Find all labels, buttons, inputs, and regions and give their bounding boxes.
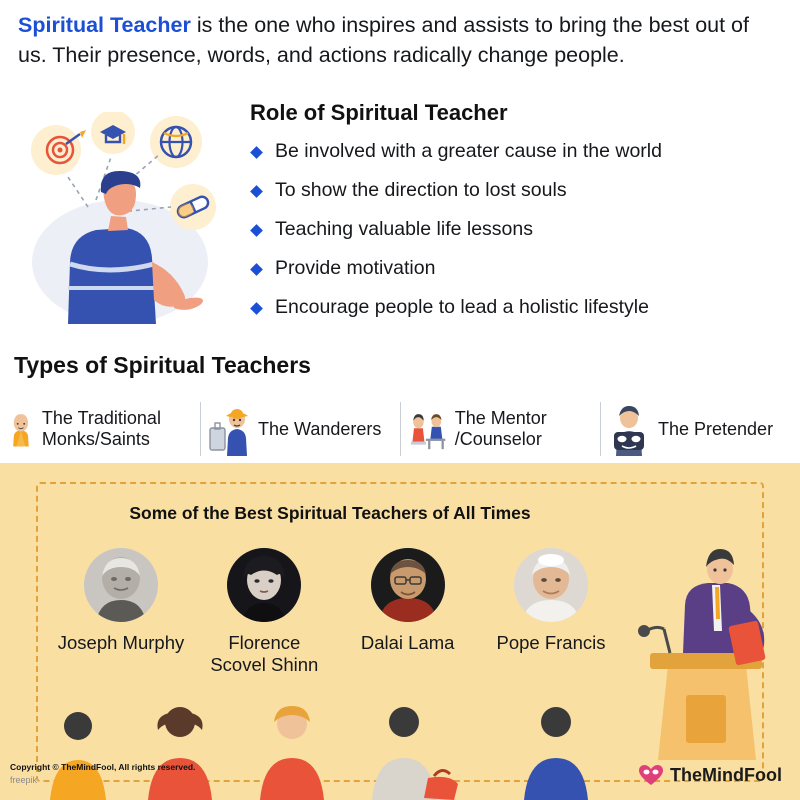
type-item-label: The Mentor /Counselor — [454, 408, 547, 449]
role-item-label: Be involved with a greater cause in the world — [275, 140, 662, 162]
teachers-list — [56, 548, 616, 676]
type-item-traditional-monks — [0, 400, 200, 458]
portrait-image — [227, 548, 301, 622]
portrait-florence-scovel-shinn — [227, 548, 301, 622]
role-list — [252, 140, 792, 335]
mentor-icon — [408, 402, 447, 456]
monk-icon — [8, 402, 34, 456]
role-section-title: Role of Spiritual Teacher — [250, 100, 508, 125]
pretender-mask-icon — [608, 402, 650, 456]
intro-paragraph — [18, 10, 780, 70]
audience-illustration — [30, 700, 650, 800]
teacher-name: Florence Scovel Shinn — [210, 632, 319, 675]
brand-logo — [638, 764, 782, 786]
panel-title: Some of the Best Spiritual Teachers of All Times — [129, 503, 531, 523]
role-item-label: Teaching valuable life lessons — [275, 218, 533, 240]
intro-highlight: Spiritual Teacher — [18, 13, 191, 37]
type-item-pretender — [600, 400, 800, 458]
portrait-pope-francis — [514, 548, 588, 622]
portrait-joseph-murphy — [84, 548, 158, 622]
role-list-item — [252, 218, 792, 240]
diamond-bullet-icon — [250, 185, 263, 198]
portrait-image — [84, 548, 158, 622]
copyright-text: Copyright © TheMindFool, All rights reserved. — [10, 762, 196, 772]
teacher-name: Joseph Murphy — [57, 632, 185, 653]
intro-rest: is the one who inspires and assists to bring the best out of us. Their presence, words, and actions radically change people. — [18, 13, 749, 67]
role-list-item — [252, 296, 792, 318]
types-section-title: Types of Spiritual Teachers — [14, 352, 311, 378]
wanderer-icon — [208, 402, 250, 456]
type-item-label: The Traditional Monks/Saints — [41, 408, 161, 449]
teacher-item — [56, 548, 186, 676]
role-item-label: To show the direction to lost souls — [275, 179, 567, 201]
type-item-label: The Pretender — [658, 418, 774, 439]
role-item-label: Encourage people to lead a holistic lifestyle — [275, 296, 649, 318]
heart-mask-icon — [638, 764, 664, 786]
role-list-item — [252, 140, 792, 162]
diamond-bullet-icon — [250, 263, 263, 276]
role-list-item — [252, 257, 792, 279]
role-item-label: Provide motivation — [275, 257, 436, 279]
teacher-name: Dalai Lama — [360, 632, 455, 653]
podium-speaker-illustration — [628, 545, 793, 760]
teacher-item — [199, 548, 329, 676]
attribution-text: freepik — [10, 775, 38, 785]
diamond-bullet-icon — [250, 302, 263, 315]
type-item-label: The Wanderers — [258, 418, 382, 439]
illustration-svg — [8, 112, 233, 327]
teacher-item — [486, 548, 616, 676]
brand-name: TheMindFool — [670, 764, 782, 785]
portrait-dalai-lama — [371, 548, 445, 622]
teacher-item — [343, 548, 473, 676]
teacher-name: Pope Francis — [496, 632, 606, 653]
portrait-image — [371, 548, 445, 622]
diamond-bullet-icon — [250, 146, 263, 159]
role-list-item — [252, 179, 792, 201]
portrait-image — [514, 548, 588, 622]
type-item-mentor-counselor — [400, 400, 600, 458]
diamond-bullet-icon — [250, 224, 263, 237]
type-item-wanderers — [200, 400, 400, 458]
thinking-person-illustration — [8, 112, 233, 327]
types-row — [0, 395, 800, 463]
